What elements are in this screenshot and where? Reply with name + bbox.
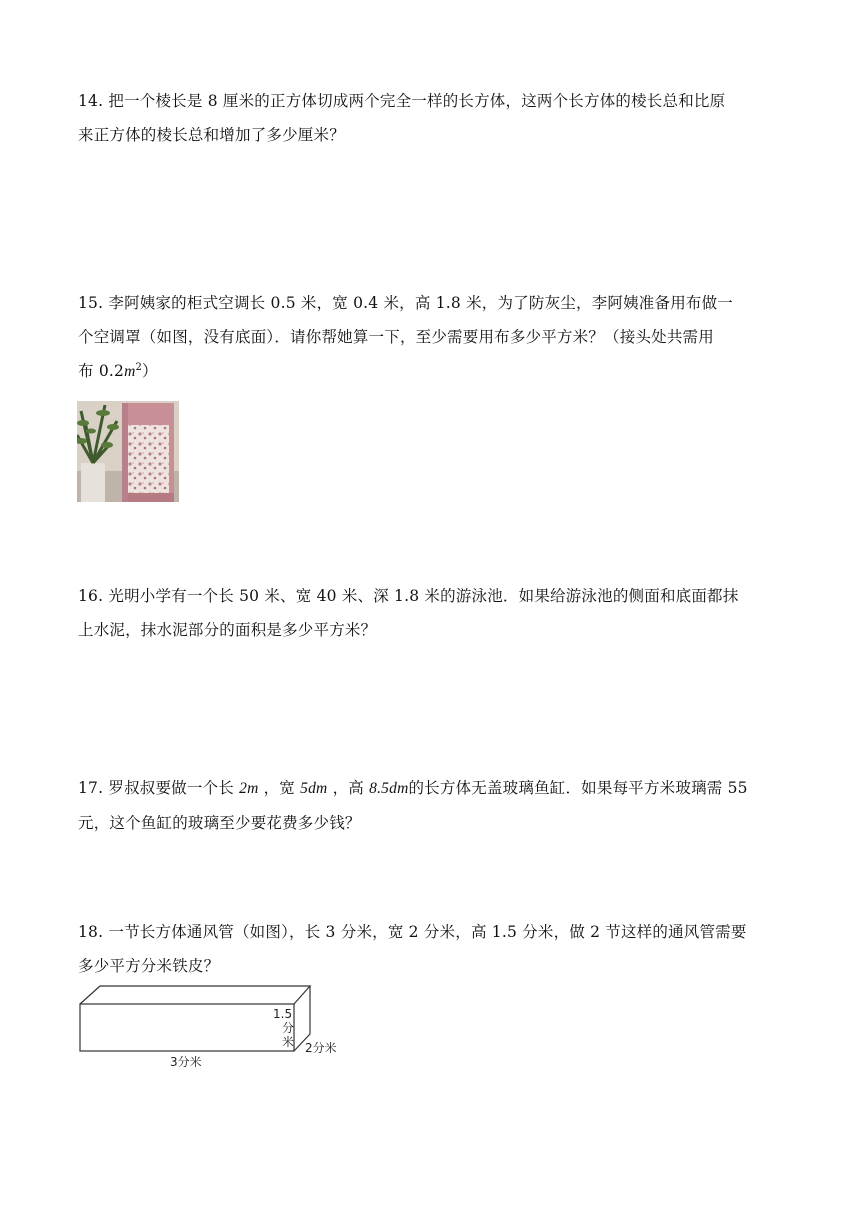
- unit-m: m: [124, 363, 136, 380]
- question-15-line-3-prefix: 布 0.2: [78, 362, 125, 380]
- height-label-number: 1.5: [273, 1007, 293, 1021]
- question-15-line-1: 15. 李阿姨家的柜式空调长 0.5 米，宽 0.4 米，高 1.8 米，为了防灰尘，李阿姨准备用布做一: [78, 294, 733, 312]
- question-17-line-1: [78, 771, 784, 806]
- question-16: [78, 579, 784, 647]
- question-17-text-a: 17. 罗叔叔要做一个长: [78, 779, 234, 797]
- question-17-line-2: 元，这个鱼缸的玻璃至少要花费多少钱？: [78, 814, 361, 832]
- width-value: 5dm: [300, 780, 328, 797]
- question-17-text-c: ，高: [332, 779, 364, 797]
- question-14-line-1: 14. 把一个棱长是 8 厘米的正方体切成两个完全一样的长方体，这两个长方体的棱长总和比原: [78, 92, 726, 110]
- ventilation-duct-diagram: [76, 982, 376, 1072]
- unit-exponent: 2: [135, 361, 143, 373]
- height-value: 8.5dm: [369, 780, 409, 797]
- question-18-line-2: 多少平方分米铁皮？: [78, 957, 220, 975]
- question-14-line-2: 来正方体的棱长总和增加了多少厘米？: [78, 126, 345, 144]
- width-label: 2分米: [305, 1041, 337, 1055]
- air-conditioner-cover-photo: [77, 401, 179, 502]
- length-value: 2m: [239, 780, 259, 797]
- question-15: [78, 286, 784, 389]
- height-label-unit-2: 米: [282, 1035, 295, 1049]
- length-label: 3分米: [170, 1055, 202, 1069]
- question-16-line-1: 16. 光明小学有一个长 50 米、宽 40 米、深 1.8 米的游泳池．如果给游泳池的侧面和底面都抹: [78, 587, 739, 605]
- question-17-text-b: ，宽: [263, 779, 296, 797]
- question-15-line-3-suffix: ）: [142, 362, 158, 380]
- height-label-unit-1: 分: [282, 1021, 295, 1035]
- question-16-line-2: 上水泥，抹水泥部分的面积是多少平方米？: [78, 621, 377, 639]
- question-17-text-d: 的长方体无盖玻璃鱼缸．如果每平方米玻璃需 55: [408, 779, 748, 797]
- question-15-line-3: [78, 354, 784, 389]
- question-18: [78, 915, 784, 983]
- question-17: [78, 771, 784, 840]
- question-14: [78, 84, 784, 152]
- question-15-line-2: 个空调罩（如图，没有底面）．请你帮她算一下，至少需要用布多少平方米？（接头处共需用: [78, 328, 714, 346]
- question-18-line-1: 18. 一节长方体通风管（如图），长 3 分米，宽 2 分米，高 1.5 分米，做 2 节这样的通风管需要: [78, 923, 747, 941]
